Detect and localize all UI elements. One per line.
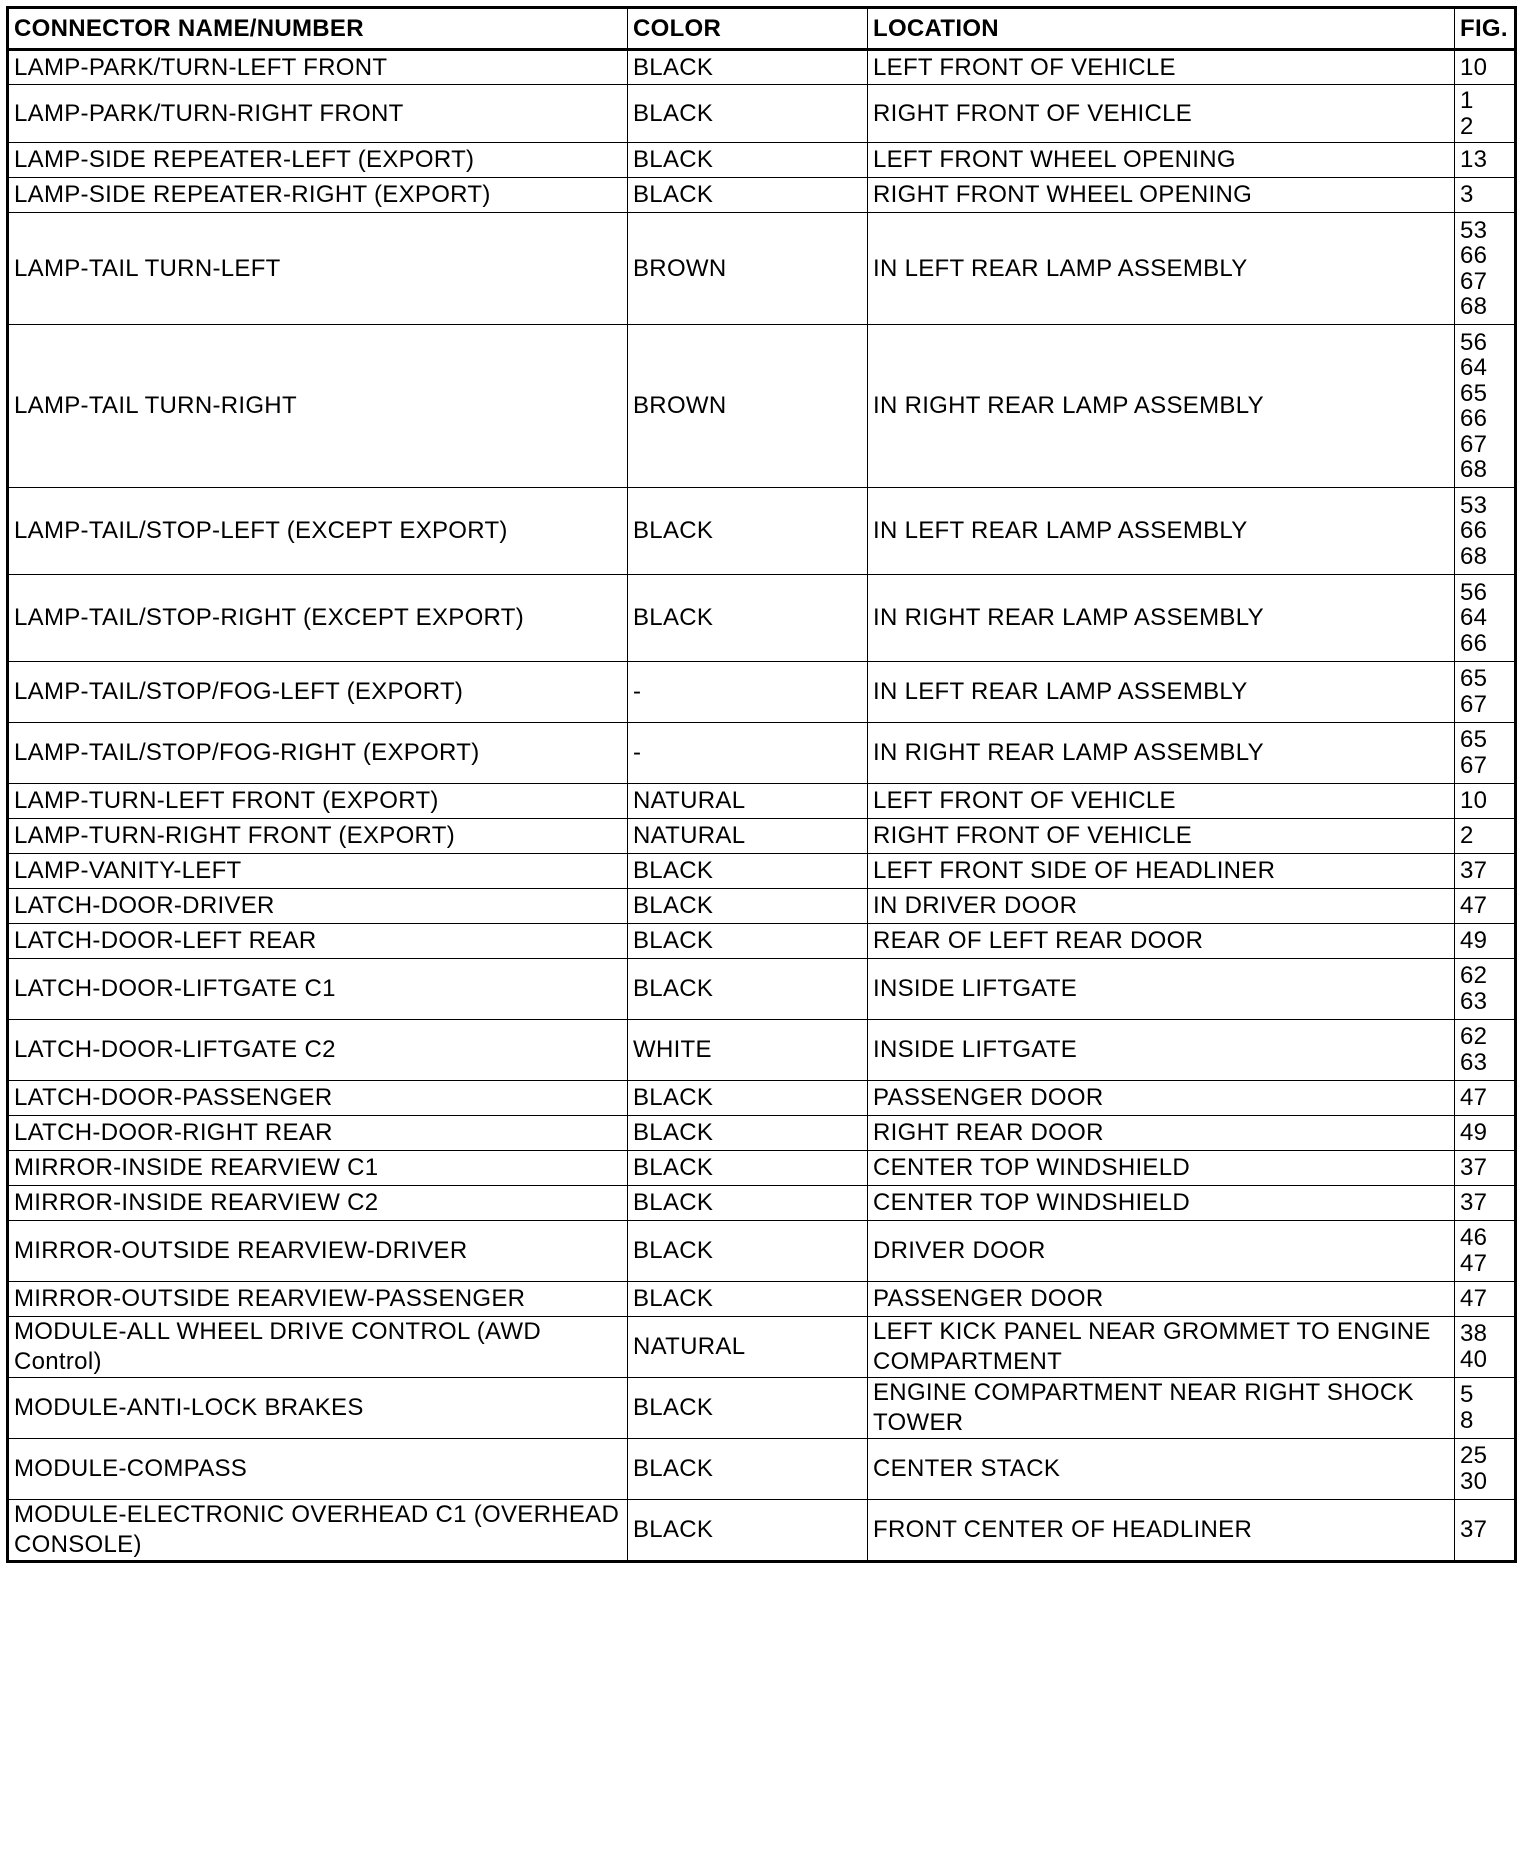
fig-number: 63 (1460, 1049, 1488, 1076)
cell-fig (1455, 325, 1516, 488)
header-location: LOCATION (868, 8, 1455, 50)
cell-fig (1455, 85, 1516, 143)
cell-location: INSIDE LIFTGATE (868, 959, 1455, 1020)
cell-location: IN LEFT REAR LAMP ASSEMBLY (868, 662, 1455, 723)
fig-number: 62 (1460, 1023, 1488, 1050)
cell-location: LEFT FRONT OF VEHICLE (868, 784, 1455, 819)
cell-location: RIGHT FRONT OF VEHICLE (868, 85, 1455, 143)
fig-number: 53 (1460, 216, 1488, 244)
fig-number: 49 (1460, 1119, 1488, 1146)
cell-fig (1455, 1151, 1516, 1186)
cell-location: RIGHT REAR DOOR (868, 1116, 1455, 1151)
fig-number: 2 (1460, 822, 1474, 849)
cell-fig (1455, 1500, 1516, 1562)
fig-number: 47 (1460, 1084, 1488, 1111)
fig-number: 68 (1460, 293, 1488, 320)
cell-connector-name: LAMP-SIDE REPEATER-LEFT (EXPORT) (8, 143, 628, 178)
table-row (8, 1439, 1516, 1500)
table-row (8, 1221, 1516, 1282)
cell-color: BLACK (628, 85, 868, 143)
table-header-row (8, 8, 1516, 50)
cell-location: LEFT KICK PANEL NEAR GROMMET TO ENGINE COMPARTMENT (868, 1317, 1455, 1378)
table-row (8, 85, 1516, 143)
connector-table (6, 6, 1517, 1563)
cell-location: CENTER TOP WINDSHIELD (868, 1186, 1455, 1221)
table-row (8, 325, 1516, 488)
fig-number: 37 (1460, 1189, 1488, 1216)
fig-number: 62 (1460, 962, 1488, 989)
cell-connector-name: MODULE-ALL WHEEL DRIVE CONTROL (AWD Control) (8, 1317, 628, 1378)
cell-color: NATURAL (628, 784, 868, 819)
fig-number: 56 (1460, 328, 1488, 356)
fig-number: 66 (1460, 517, 1488, 545)
header-connector-name: CONNECTOR NAME/NUMBER (8, 8, 628, 50)
cell-fig (1455, 178, 1516, 213)
cell-fig (1455, 213, 1516, 325)
cell-fig (1455, 784, 1516, 819)
fig-number: 47 (1460, 1285, 1488, 1312)
fig-number: 1 (1460, 86, 1474, 114)
fig-number: 65 (1460, 379, 1488, 407)
cell-fig (1455, 889, 1516, 924)
cell-connector-name: MODULE-COMPASS (8, 1439, 628, 1500)
cell-location: CENTER STACK (868, 1439, 1455, 1500)
cell-connector-name: MIRROR-OUTSIDE REARVIEW-PASSENGER (8, 1282, 628, 1317)
fig-number: 56 (1460, 578, 1488, 606)
cell-color: BLACK (628, 889, 868, 924)
cell-location: CENTER TOP WINDSHIELD (868, 1151, 1455, 1186)
cell-connector-name: LAMP-TAIL/STOP/FOG-RIGHT (EXPORT) (8, 723, 628, 784)
cell-color: BLACK (628, 1151, 868, 1186)
cell-location: REAR OF LEFT REAR DOOR (868, 924, 1455, 959)
cell-connector-name: LAMP-SIDE REPEATER-RIGHT (EXPORT) (8, 178, 628, 213)
cell-connector-name: LATCH-DOOR-RIGHT REAR (8, 1116, 628, 1151)
fig-number: 38 (1460, 1320, 1488, 1347)
cell-fig (1455, 575, 1516, 662)
cell-fig (1455, 143, 1516, 178)
cell-location: RIGHT FRONT OF VEHICLE (868, 819, 1455, 854)
cell-connector-name: LAMP-PARK/TURN-RIGHT FRONT (8, 85, 628, 143)
table-row (8, 1186, 1516, 1221)
cell-connector-name: LAMP-VANITY-LEFT (8, 854, 628, 889)
cell-connector-name: MODULE-ELECTRONIC OVERHEAD C1 (OVERHEAD CONSOLE) (8, 1500, 628, 1562)
cell-color: BLACK (628, 143, 868, 178)
table-row (8, 1317, 1516, 1378)
table-row (8, 854, 1516, 889)
cell-color: BLACK (628, 488, 868, 575)
cell-connector-name: LAMP-TAIL TURN-LEFT (8, 213, 628, 325)
cell-fig (1455, 819, 1516, 854)
cell-color: BROWN (628, 325, 868, 488)
cell-location: IN LEFT REAR LAMP ASSEMBLY (868, 213, 1455, 325)
cell-color: BLACK (628, 854, 868, 889)
fig-number: 8 (1460, 1407, 1474, 1434)
cell-color: BLACK (628, 1186, 868, 1221)
table-row (8, 959, 1516, 1020)
table-row (8, 178, 1516, 213)
fig-number: 67 (1460, 267, 1488, 295)
cell-color: BLACK (628, 178, 868, 213)
cell-location: IN DRIVER DOOR (868, 889, 1455, 924)
table-row (8, 1151, 1516, 1186)
cell-connector-name: LAMP-TAIL/STOP/FOG-LEFT (EXPORT) (8, 662, 628, 723)
cell-location: LEFT FRONT WHEEL OPENING (868, 143, 1455, 178)
table-row (8, 889, 1516, 924)
cell-fig (1455, 1081, 1516, 1116)
fig-number: 65 (1460, 665, 1488, 692)
fig-number: 64 (1460, 604, 1488, 632)
cell-color: BLACK (628, 1221, 868, 1282)
cell-fig (1455, 1221, 1516, 1282)
table-row (8, 1500, 1516, 1562)
table-row (8, 1116, 1516, 1151)
fig-number: 46 (1460, 1224, 1488, 1251)
cell-fig (1455, 50, 1516, 85)
fig-number: 66 (1460, 242, 1488, 269)
fig-number: 49 (1460, 927, 1488, 954)
fig-number: 64 (1460, 354, 1488, 381)
cell-connector-name: LAMP-TURN-LEFT FRONT (EXPORT) (8, 784, 628, 819)
fig-number: 68 (1460, 542, 1488, 570)
cell-fig (1455, 959, 1516, 1020)
fig-number: 53 (1460, 491, 1488, 519)
fig-number: 47 (1460, 892, 1488, 919)
table-row (8, 784, 1516, 819)
cell-connector-name: LATCH-DOOR-LIFTGATE C1 (8, 959, 628, 1020)
table-row (8, 924, 1516, 959)
cell-fig (1455, 1020, 1516, 1081)
cell-fig (1455, 723, 1516, 784)
cell-connector-name: LAMP-TURN-RIGHT FRONT (EXPORT) (8, 819, 628, 854)
fig-number: 66 (1460, 629, 1488, 657)
cell-color: BLACK (628, 959, 868, 1020)
cell-color: WHITE (628, 1020, 868, 1081)
table-row (8, 1282, 1516, 1317)
cell-location: IN LEFT REAR LAMP ASSEMBLY (868, 488, 1455, 575)
cell-location: LEFT FRONT OF VEHICLE (868, 50, 1455, 85)
header-fig: FIG. (1455, 8, 1516, 50)
cell-color: - (628, 662, 868, 723)
cell-connector-name: LAMP-TAIL TURN-RIGHT (8, 325, 628, 488)
table-row (8, 213, 1516, 325)
cell-connector-name: MIRROR-INSIDE REARVIEW C2 (8, 1186, 628, 1221)
cell-color: BLACK (628, 1116, 868, 1151)
fig-number: 66 (1460, 405, 1488, 432)
table-row (8, 819, 1516, 854)
cell-color: BLACK (628, 50, 868, 85)
cell-fig (1455, 1186, 1516, 1221)
fig-number: 67 (1460, 430, 1488, 458)
fig-number: 67 (1460, 691, 1488, 718)
cell-connector-name: MIRROR-INSIDE REARVIEW C1 (8, 1151, 628, 1186)
cell-connector-name: LATCH-DOOR-LEFT REAR (8, 924, 628, 959)
fig-number: 40 (1460, 1346, 1488, 1373)
cell-location: PASSENGER DOOR (868, 1282, 1455, 1317)
cell-color: BLACK (628, 1439, 868, 1500)
cell-fig (1455, 1439, 1516, 1500)
fig-number: 2 (1460, 112, 1474, 140)
cell-color: BLACK (628, 1081, 868, 1116)
fig-number: 10 (1460, 787, 1488, 814)
fig-number: 47 (1460, 1250, 1488, 1277)
cell-color: NATURAL (628, 1317, 868, 1378)
cell-color: BROWN (628, 213, 868, 325)
table-row (8, 723, 1516, 784)
cell-color: - (628, 723, 868, 784)
cell-location: IN RIGHT REAR LAMP ASSEMBLY (868, 723, 1455, 784)
cell-color: BLACK (628, 1282, 868, 1317)
cell-location: INSIDE LIFTGATE (868, 1020, 1455, 1081)
table-row (8, 1020, 1516, 1081)
table-body (8, 50, 1516, 1562)
fig-number: 30 (1460, 1468, 1488, 1495)
cell-location: IN RIGHT REAR LAMP ASSEMBLY (868, 575, 1455, 662)
cell-connector-name: MODULE-ANTI-LOCK BRAKES (8, 1378, 628, 1439)
fig-number: 65 (1460, 726, 1488, 753)
fig-number: 3 (1460, 181, 1474, 208)
cell-fig (1455, 1317, 1516, 1378)
fig-number: 68 (1460, 456, 1488, 483)
table-row (8, 575, 1516, 662)
cell-location: IN RIGHT REAR LAMP ASSEMBLY (868, 325, 1455, 488)
cell-color: NATURAL (628, 819, 868, 854)
cell-color: BLACK (628, 575, 868, 662)
fig-number: 37 (1460, 1516, 1488, 1543)
cell-connector-name: MIRROR-OUTSIDE REARVIEW-DRIVER (8, 1221, 628, 1282)
cell-connector-name: LAMP-TAIL/STOP-RIGHT (EXCEPT EXPORT) (8, 575, 628, 662)
cell-location: LEFT FRONT SIDE OF HEADLINER (868, 854, 1455, 889)
cell-color: BLACK (628, 1500, 868, 1562)
table-row (8, 143, 1516, 178)
cell-location: FRONT CENTER OF HEADLINER (868, 1500, 1455, 1562)
header-color: COLOR (628, 8, 868, 50)
cell-location: DRIVER DOOR (868, 1221, 1455, 1282)
cell-fig (1455, 488, 1516, 575)
cell-fig (1455, 1116, 1516, 1151)
cell-connector-name: LATCH-DOOR-DRIVER (8, 889, 628, 924)
cell-fig (1455, 854, 1516, 889)
cell-connector-name: LATCH-DOOR-LIFTGATE C2 (8, 1020, 628, 1081)
cell-connector-name: LAMP-TAIL/STOP-LEFT (EXCEPT EXPORT) (8, 488, 628, 575)
cell-location: ENGINE COMPARTMENT NEAR RIGHT SHOCK TOWER (868, 1378, 1455, 1439)
cell-location: PASSENGER DOOR (868, 1081, 1455, 1116)
table-row (8, 1081, 1516, 1116)
fig-number: 63 (1460, 988, 1488, 1015)
cell-fig (1455, 1378, 1516, 1439)
cell-fig (1455, 662, 1516, 723)
cell-color: BLACK (628, 1378, 868, 1439)
cell-fig (1455, 924, 1516, 959)
table-row (8, 662, 1516, 723)
fig-number: 13 (1460, 146, 1488, 173)
fig-number: 37 (1460, 1154, 1488, 1181)
fig-number: 37 (1460, 857, 1488, 884)
cell-connector-name: LATCH-DOOR-PASSENGER (8, 1081, 628, 1116)
fig-number: 25 (1460, 1442, 1488, 1469)
cell-connector-name: LAMP-PARK/TURN-LEFT FRONT (8, 50, 628, 85)
fig-number: 10 (1460, 53, 1488, 81)
cell-color: BLACK (628, 924, 868, 959)
fig-number: 67 (1460, 752, 1488, 779)
table-row (8, 1378, 1516, 1439)
cell-fig (1455, 1282, 1516, 1317)
fig-number: 5 (1460, 1381, 1474, 1408)
cell-location: RIGHT FRONT WHEEL OPENING (868, 178, 1455, 213)
table-row (8, 50, 1516, 85)
table-row (8, 488, 1516, 575)
